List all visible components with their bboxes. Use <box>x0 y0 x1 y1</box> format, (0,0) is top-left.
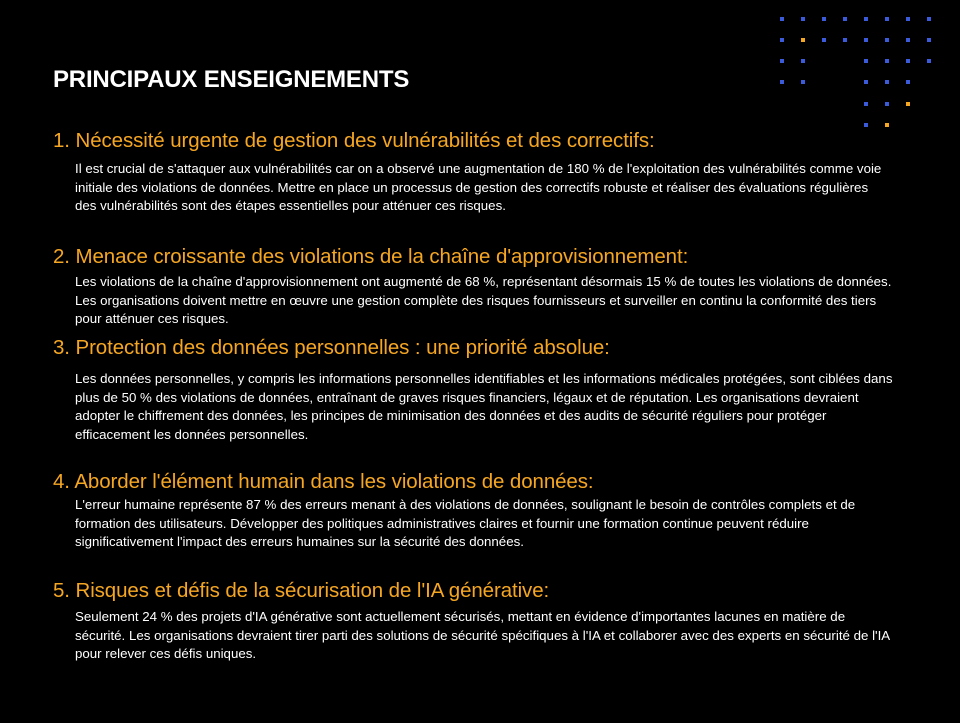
decorative-dot <box>801 59 805 63</box>
section-3 <box>53 335 903 444</box>
decorative-dot <box>780 59 784 63</box>
decorative-dot <box>906 80 910 84</box>
decorative-dot <box>927 17 931 21</box>
decorative-dot <box>864 38 868 42</box>
page-title: PRINCIPAUX ENSEIGNEMENTS <box>53 66 410 93</box>
decorative-dot <box>906 59 910 63</box>
decorative-dot <box>780 17 784 21</box>
section-heading: 3. Protection des données personnelles : une priorité absolue: <box>53 336 610 359</box>
decorative-dot <box>864 80 868 84</box>
section-body: Seulement 24 % des projets d'IA générative sont actuellement sécurisés, mettant en évidence d'importantes lacunes en matière de sécurité. Les organisations devraient tirer parti des solutions de sécurité spécifiques à l'IA et collaborer avec des experts en sécurité de l'IA pour relever ces défis uniques. <box>75 609 890 662</box>
decorative-dot <box>906 102 910 106</box>
decorative-dot <box>927 59 931 63</box>
decorative-dot <box>864 17 868 21</box>
decorative-dot <box>864 123 868 127</box>
section-heading: 5. Risques et défis de la sécurisation de l'IA générative: <box>53 579 550 602</box>
decorative-dot <box>801 38 805 42</box>
decorative-dot <box>885 123 889 127</box>
decorative-dot <box>885 17 889 21</box>
section-body: Les données personnelles, y compris les informations personnelles identifiables et les informations médicales protégées, sont ciblées dans plus de 50 % des violations de données, entraînant de graves risques financiers, légaux et de réputation. Les organisations devraient adopter le chiffrement des données, les principes de minimisation des données et des audits de sécurité réguliers pour protéger efficacement les données personnelles. <box>75 371 893 442</box>
section-4 <box>53 469 903 552</box>
decorative-dot <box>822 17 826 21</box>
section-heading: 4. Aborder l'élément humain dans les violations de données: <box>53 470 594 493</box>
section-body: Les violations de la chaîne d'approvisionnement ont augmenté de 68 %, représentant désormais 15 % de toutes les violations de données. Les organisations doivent mettre en œuvre une gestion complète des risques fournisseurs et surveiller en continu la conformité des tiers pour atténuer ces risques. <box>75 274 892 327</box>
section-body: Il est crucial de s'attaquer aux vulnérabilités car on a observé une augmentation de 180 % de l'exploitation des vulnérabilités comme voie initiale des violations de données. Mettre en place un processus de gestion des correctifs robuste et réaliser des évaluations régulières des vulnérabilités sont des étapes essentielles pour atténuer ces risques. <box>75 161 882 214</box>
section-heading: 1. Nécessité urgente de gestion des vulnérabilités et des correctifs: <box>53 129 655 152</box>
decorative-dot <box>885 80 889 84</box>
decorative-dot <box>780 80 784 84</box>
section-heading: 2. Menace croissante des violations de la chaîne d'approvisionnement: <box>53 245 689 268</box>
decorative-dot <box>801 80 805 84</box>
section-body: L'erreur humaine représente 87 % des erreurs menant à des violations de données, soulignant le besoin de contrôles complets et de formation des utilisateurs. Développer des politiques administratives claires et fournir une formation continue peuvent réduire significativement l'impact des erreurs humaines sur la sécurité des données. <box>75 497 856 550</box>
decorative-dot <box>927 38 931 42</box>
decorative-dot <box>906 38 910 42</box>
decorative-dot <box>885 102 889 106</box>
decorative-dot <box>864 102 868 106</box>
decorative-dot <box>885 59 889 63</box>
section-5 <box>53 578 903 664</box>
decorative-dot <box>864 59 868 63</box>
decorative-dot <box>801 17 805 21</box>
section-2 <box>53 244 903 329</box>
decorative-dot <box>822 38 826 42</box>
decorative-dot <box>885 38 889 42</box>
decorative-dot <box>843 17 847 21</box>
decorative-dot <box>780 38 784 42</box>
section-1 <box>53 128 903 216</box>
decorative-dot <box>906 17 910 21</box>
decorative-dot <box>843 38 847 42</box>
